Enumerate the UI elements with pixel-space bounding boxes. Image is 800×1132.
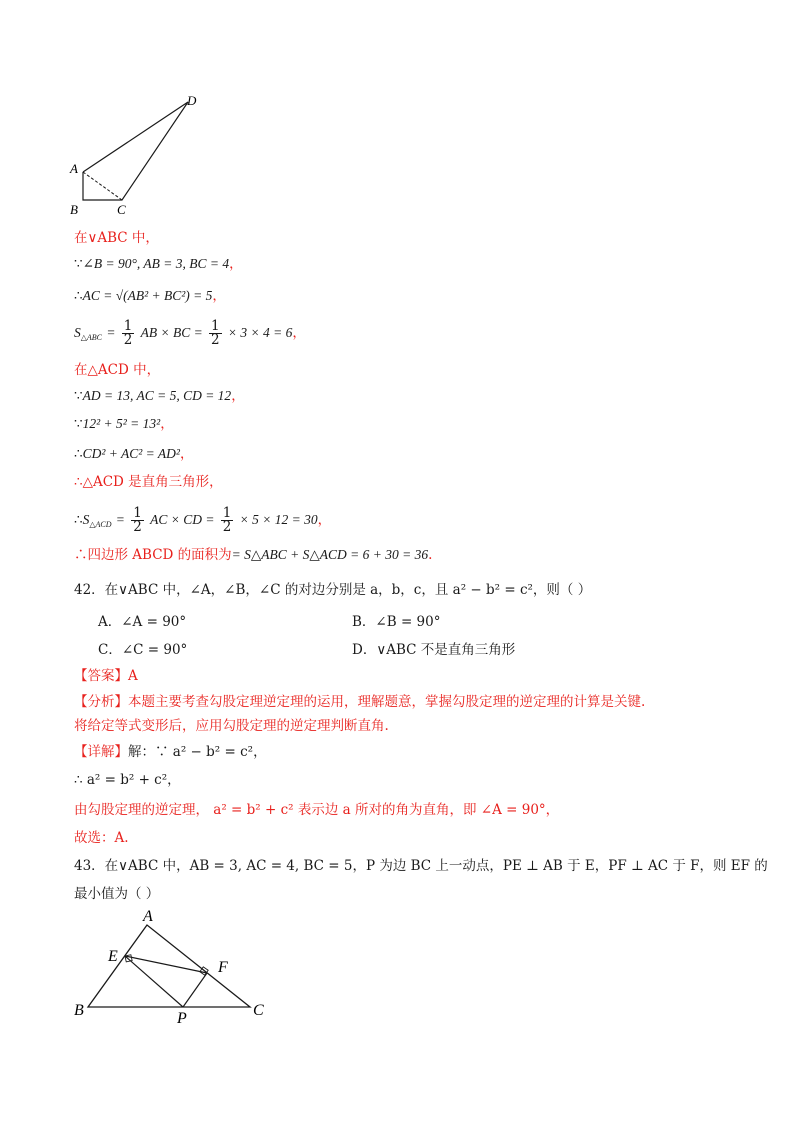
therefore-symbol: ∴ (74, 446, 83, 462)
equals: = (115, 512, 125, 527)
figure1-outline (83, 102, 188, 200)
area-symbol: S (82, 512, 90, 527)
area-result: × 5 × 12 = 30 (239, 512, 318, 527)
therefore-symbol: ∴ (74, 512, 83, 528)
right-angle-e (125, 955, 132, 962)
q42-option-a: A．∠A = 90° (98, 614, 187, 630)
figure1-label-a: A (70, 161, 78, 176)
figure2-label-c: C (253, 1002, 264, 1019)
figure1-label-d: D (187, 93, 197, 108)
figure1-diagonal-ac (83, 172, 122, 200)
solution-line-8 (74, 444, 193, 464)
q42-detail-2: ∴ a² = b² + c²， (74, 772, 181, 788)
solution-line-5: 在△ACD 中， (74, 362, 161, 378)
given-angle-sides: ∠B = 90°, AB = 3, BC = 4 (82, 256, 230, 271)
area-total: = S△ABC + S△ACD = 6 + 30 = 36 (231, 547, 429, 562)
analysis-text: 本题主要考查勾股定理逆定理的运用，理解题意，掌握勾股定理的逆定理的计算是关键. (128, 694, 646, 710)
therefore-symbol: ∴ (74, 288, 83, 304)
answer-tag: 【答案】 (74, 668, 128, 684)
area-middle: AB × BC = (140, 325, 203, 340)
q42-answer (74, 666, 138, 686)
q42-analysis (74, 692, 645, 712)
solution-line-2 (74, 254, 243, 274)
comma: ， (212, 288, 226, 304)
figure2-label-b: B (74, 1002, 84, 1019)
figure1-label-c: C (117, 202, 126, 217)
detail-tag: 【详解】 (74, 744, 128, 760)
solution-line-9: ∴△ACD 是直角三角形， (74, 474, 223, 490)
comma: ， (179, 446, 194, 462)
fraction-half-2 (221, 507, 234, 534)
solution-line-4 (74, 320, 306, 348)
q42-option-b: B．∠B = 90° (352, 614, 441, 630)
q42-detail-3: 由勾股定理的逆定理， a² = b² + c² 表示边 a 所对的角为直角，即 ∠A = 90°， (74, 802, 560, 818)
ac-length-formula: AC = √(AB² + BC²) = 5 (82, 288, 213, 303)
period: . (428, 547, 433, 563)
figure-triangle-abc-pef (70, 905, 280, 1025)
detail-text: 解：∵ a² − b² = c²， (128, 744, 267, 760)
because-symbol: ∵ (74, 416, 83, 432)
figure2-label-e: E (108, 948, 118, 965)
because-symbol: ∵ (74, 256, 83, 272)
solution-line-1: 在∨ABC 中， (74, 230, 159, 246)
segment-ef (125, 956, 207, 973)
square-sum: 12² + 5² = 13² (82, 416, 161, 431)
fraction-den: 2 (211, 332, 220, 348)
comma: ， (292, 325, 306, 341)
area-statement: ∴四边形 ABCD 的面积为 (74, 547, 232, 563)
comma: ， (160, 416, 174, 432)
given-sides: AD = 13, AC = 5, CD = 12 (82, 388, 232, 403)
area-subscript: △ABC (80, 333, 103, 342)
figure2-label-a: A (143, 908, 153, 925)
fraction-half-2 (209, 320, 222, 347)
area-subscript: △ACD (89, 520, 112, 529)
figure-quadrilateral-abcd (60, 90, 220, 220)
pythagoras-relation: CD² + AC² = AD² (82, 446, 180, 461)
area-result: × 3 × 4 = 6 (227, 325, 293, 340)
fraction-den: 2 (123, 332, 133, 348)
solution-line-10 (74, 507, 331, 535)
q42-detail-1 (74, 742, 267, 762)
figure1-label-b: B (70, 202, 78, 217)
q42-stem: 42．在∨ABC 中，∠A，∠B，∠C 的对边分别是 a，b，c，且 a² − b² = c²，则（ ） (74, 582, 592, 598)
segment-pf (183, 973, 207, 1007)
fraction-den: 2 (133, 519, 142, 535)
fraction-num: 1 (222, 505, 232, 521)
figure2-label-p: P (177, 1010, 187, 1025)
solution-line-7 (74, 414, 174, 434)
answer-value: A (128, 668, 138, 684)
because-symbol: ∵ (74, 388, 83, 404)
fraction-num: 1 (211, 318, 220, 334)
q43-stem-line-1: 43．在∨ABC 中，AB = 3, AC = 4, BC = 5，P 为边 BC 上一动点，PE ⊥ AB 于 E，PF ⊥ AC 于 F，则 EF 的 (74, 858, 768, 874)
fraction-half (131, 507, 144, 534)
analysis-tag: 【分析】 (74, 694, 128, 710)
q42-option-c: C．∠C = 90° (98, 642, 188, 658)
solution-line-11 (74, 545, 432, 565)
fraction-den: 2 (222, 519, 232, 535)
q42-option-d: D．∨ABC 不是直角三角形 (352, 642, 516, 658)
comma: ， (229, 256, 243, 272)
q42-detail-4: 故选：A. (74, 830, 129, 846)
segment-pe (125, 956, 183, 1007)
fraction-num: 1 (133, 505, 142, 521)
fraction-half (122, 320, 135, 347)
q43-stem-line-2: 最小值为（ ） (74, 886, 160, 902)
solution-line-3 (74, 286, 226, 306)
fraction-num: 1 (123, 318, 133, 334)
area-symbol: S (74, 325, 81, 340)
solution-line-6 (74, 386, 245, 406)
figure2-label-f: F (218, 959, 228, 976)
comma: ， (317, 512, 332, 528)
comma: ， (231, 388, 245, 404)
q42-analysis-2: 将给定等式变形后，应用勾股定理的逆定理判断直角. (74, 718, 389, 734)
area-middle: AC × CD = (150, 512, 215, 527)
equals: = (106, 325, 116, 340)
